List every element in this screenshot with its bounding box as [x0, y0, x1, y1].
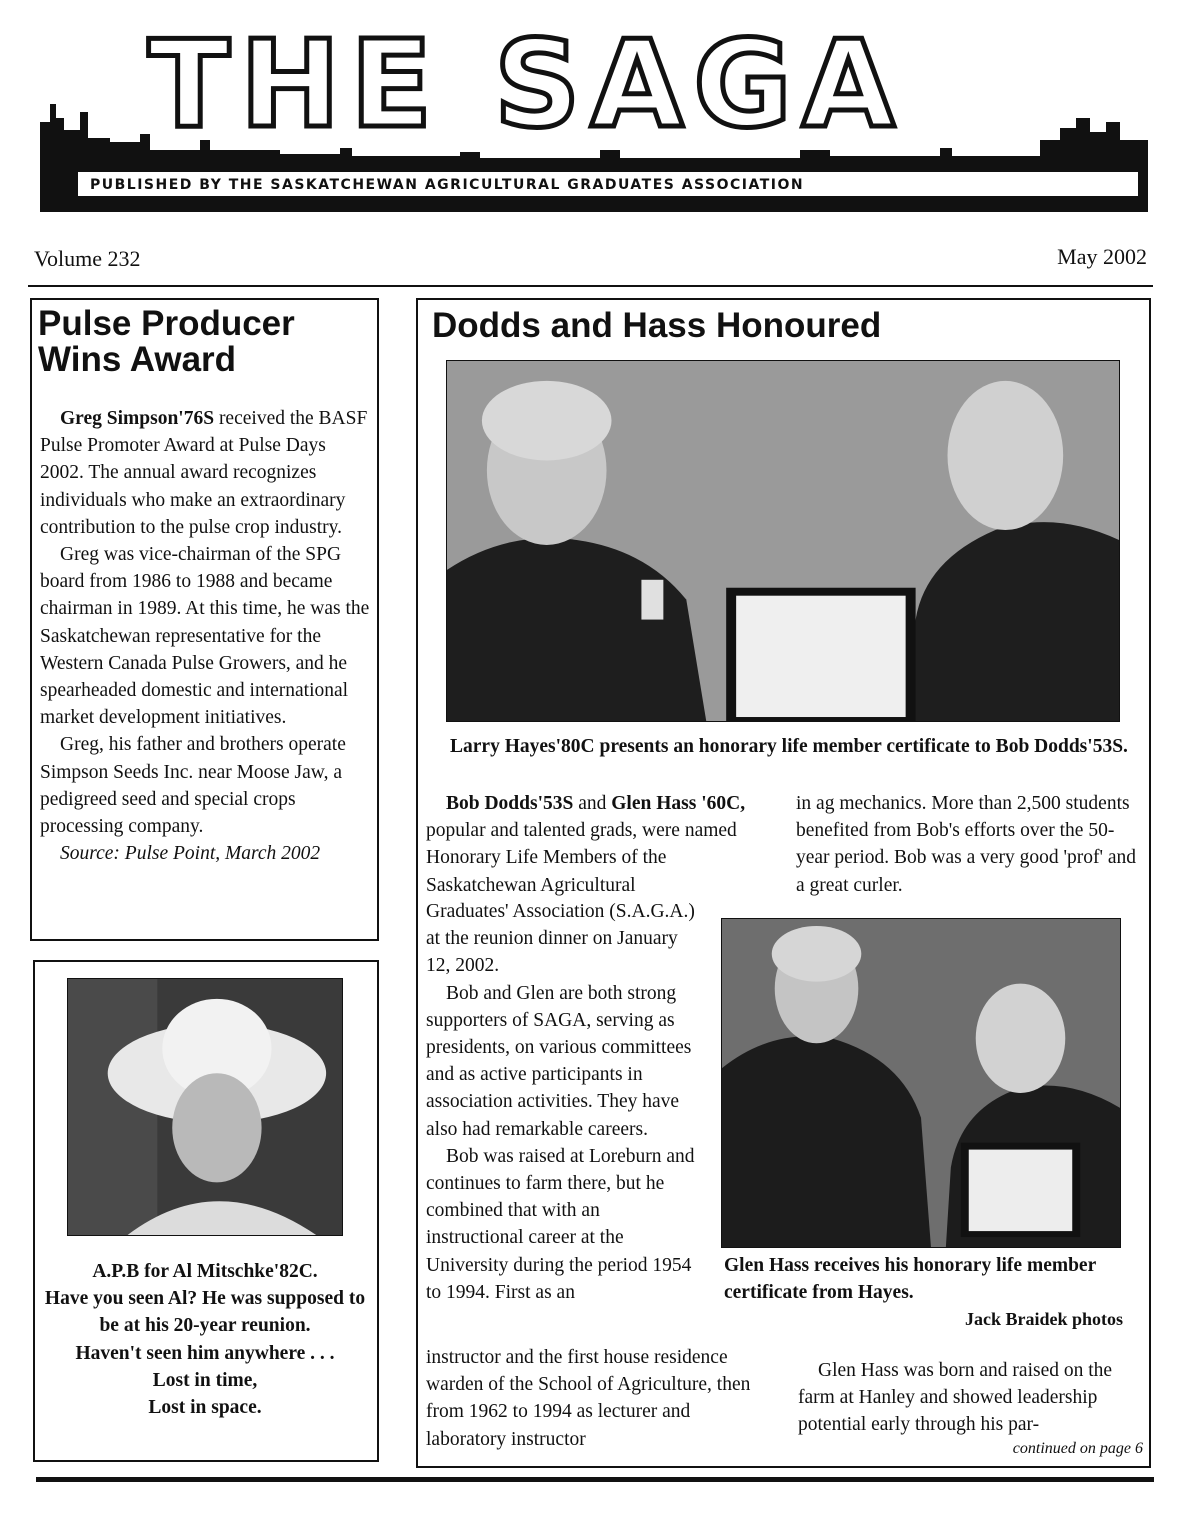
- masthead-subtitle: PUBLISHED BY THE SASKATCHEWAN AGRICULTURAL GRADUATES ASSOCIATION: [90, 177, 805, 193]
- glen-photo-caption: Glen Hass receives his honorary life member certificate from Hayes.: [724, 1255, 1096, 1304]
- dodds-column-right-top: [796, 790, 1142, 899]
- pulse-article-body: [40, 405, 370, 867]
- dodds-column-left-top: [426, 790, 766, 899]
- masthead-graphic: [40, 22, 1148, 212]
- main-photo-caption: Larry Hayes'80C presents an honorary life member certificate to Bob Dodds'53S.: [450, 736, 1128, 757]
- pulse-paragraph-1: [40, 405, 370, 541]
- pulse-source: Source: Pulse Point, March 2002: [60, 843, 321, 865]
- dodds-p1-text-b: Graduates' Association (S.A.G.A.) at the reunion dinner on January 12, 2002.: [426, 901, 695, 977]
- glen-hass-photo: [721, 918, 1121, 1248]
- volume-number: Volume 232: [34, 246, 141, 271]
- dodds-paragraph-4: Glen Hass was born and raised on the farm at Hanley and showed leadership potential early through his par-: [798, 1360, 1113, 1436]
- issue-date: May 2002: [1057, 244, 1147, 269]
- pulse-paragraph-3: Greg, his father and brothers operate Simpson Seeds Inc. near Moose Jaw, a pedigreed seed and special crops processing company.: [40, 734, 346, 838]
- dodds-paragraph-1: [426, 790, 766, 899]
- pulse-article-title: Pulse Producer Wins Award: [38, 304, 295, 379]
- dodds-column-left-narrow: [426, 898, 701, 1306]
- and-text: and: [573, 793, 612, 814]
- apb-line-4: Lost in time,: [152, 1369, 258, 1391]
- apb-line-3: Haven't seen him anywhere . . .: [75, 1342, 335, 1364]
- photo-credit: Jack Braidek photos: [964, 1309, 1123, 1329]
- continued-note: continued on page 6: [1012, 1440, 1143, 1457]
- dodds-paragraph-3b: instructor and the first house residence warden of the School of Agriculture, then from 1962 to 1994 as lecturer and laboratory instructor: [426, 1347, 751, 1450]
- dodds-column-left-bottom: [426, 1304, 766, 1453]
- bottom-rule: [36, 1477, 1154, 1482]
- dodds-paragraph-2: Bob and Glen are both strong supporters of SAGA, serving as presidents, on various committees and as active participants in association activities. They have also had remarkable careers.: [426, 982, 692, 1140]
- masthead: [40, 22, 1148, 212]
- dodds-column-right-bottom: [798, 1357, 1142, 1439]
- dodds-col2-paragraph: in ag mechanics. More than 2,500 students benefited from Bob's efforts over the 50-year period. Bob was a very good 'prof' and a great curler.: [796, 793, 1137, 896]
- apb-line-2: Have you seen Al? He was supposed to be at his 20-year reunion.: [44, 1288, 366, 1337]
- pulse-paragraph-2: Greg was vice-chairman of the SPG board from 1986 to 1988 and became chairman in 1989. At this time, he was the Saskatchewan representative for the Western Canada Pulse Growers, and he spearheaded domestic and international market development initiatives.: [40, 544, 370, 729]
- pulse-p1-text: received the BASF Pulse Promoter Award at Pulse Days 2002. The annual award recognizes individuals who make an extraordinary contribution to the pulse crop industry.: [40, 408, 368, 538]
- dodds-paragraph-3a: Bob was raised at Loreburn and continues to farm there, but he combined that with an instructional career at the University during the period 1954 to 1994. First as an: [426, 1145, 695, 1303]
- dodds-article-title: Dodds and Hass Honoured: [432, 306, 882, 345]
- certificate-presentation-photo: [446, 360, 1120, 722]
- top-rule: [28, 285, 1153, 287]
- bob-dodds-bold: Bob Dodds'53S: [446, 793, 574, 814]
- apb-caption: [40, 1258, 370, 1421]
- dodds-p1-text-a: popular and talented grads, were named Honorary Life Members of the Saskatchewan Agricultural: [426, 820, 737, 896]
- glen-hass-bold: Glen Hass '60C,: [611, 793, 746, 814]
- apb-line-5: Lost in space.: [148, 1397, 262, 1419]
- al-mitschke-photo: [67, 978, 343, 1236]
- masthead-title: THE SAGA: [148, 22, 905, 155]
- pulse-name-bold: Greg Simpson'76S: [60, 408, 215, 429]
- apb-line-1: A.P.B for Al Mitschke'82C.: [92, 1261, 318, 1282]
